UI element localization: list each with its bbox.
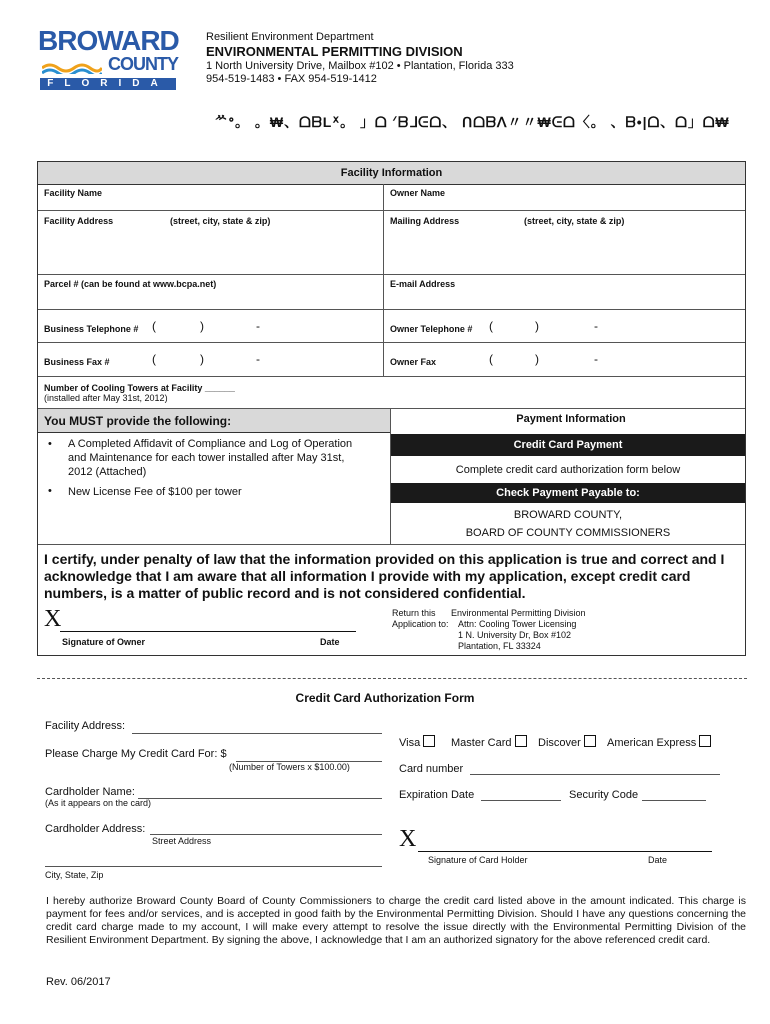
- department-address: 1 North University Drive, Mailbox #102 • Plantation, Florida 333: [206, 60, 514, 72]
- paren-open: (: [152, 319, 156, 333]
- mailing-address-label: Mailing Address: [390, 216, 460, 226]
- auth-facility-address-label: Facility Address:: [45, 720, 126, 732]
- return-address-1: Environmental Permitting Division: [451, 608, 586, 618]
- owner-signature-label: Signature of Owner: [62, 637, 146, 647]
- paren-close: ): [535, 352, 539, 366]
- street-address-hint: Street Address: [152, 836, 212, 846]
- phone-dash: -: [594, 319, 598, 333]
- owner-name-label: Owner Name: [390, 188, 446, 198]
- cut-line: [37, 678, 747, 679]
- paren-open: (: [489, 319, 493, 333]
- return-address-4: Plantation, FL 33324: [458, 641, 541, 651]
- amex-checkbox[interactable]: [699, 735, 711, 747]
- paren-open: (: [152, 352, 156, 366]
- visa-checkbox[interactable]: [423, 735, 435, 747]
- return-address-3: 1 N. University Dr, Box #102: [458, 630, 572, 640]
- city-state-zip-hint: City, State, Zip: [45, 870, 104, 880]
- owner-fax-label: Owner Fax: [390, 357, 437, 367]
- credit-card-instructions: Complete credit card authorization form below: [455, 464, 681, 476]
- return-address-2: Attn: Cooling Tower Licensing: [458, 619, 577, 629]
- owner-signature-line[interactable]: [60, 631, 356, 632]
- owner-phone-label: Owner Telephone #: [390, 324, 473, 334]
- card-type-discover[interactable]: [538, 735, 596, 749]
- logo-florida: FLORIDA: [40, 78, 176, 90]
- parcel-label: Parcel # (can be found at www.bcpa.net): [44, 279, 217, 289]
- broward-county-logo: [38, 26, 178, 88]
- fax-dash: -: [594, 352, 598, 366]
- towers-label: Number of Cooling Towers at Facility ______: [44, 383, 235, 393]
- mastercard-label: Master Card: [451, 737, 512, 749]
- facility-address-hint: (street, city, state & zip): [170, 216, 271, 226]
- logo-county: COUNTY: [108, 54, 178, 74]
- discover-label: Discover: [538, 737, 581, 749]
- facility-name-label: Facility Name: [44, 188, 103, 198]
- expiration-date-field[interactable]: [481, 800, 561, 801]
- card-number-label: Card number: [399, 763, 464, 775]
- amex-label: American Express: [607, 737, 697, 749]
- division-name: ENVIRONMENTAL PERMITTING DIVISION: [206, 44, 463, 59]
- paren-close: ): [200, 352, 204, 366]
- wave-icon: [42, 60, 102, 74]
- cardholder-name-label: Cardholder Name:: [45, 786, 135, 798]
- cardholder-signature-x: X: [399, 826, 417, 852]
- department-name: Resilient Environment Department: [206, 31, 374, 43]
- card-number-field[interactable]: [470, 774, 720, 775]
- check-payment-bar: Check Payment Payable to:: [391, 483, 745, 503]
- return-label-2: Application to:: [392, 619, 449, 629]
- logo-wordmark: BROWARD: [38, 25, 179, 56]
- requirements-heading: You MUST provide the following:: [38, 409, 390, 433]
- fax-dash: -: [256, 352, 260, 366]
- department-header: [206, 31, 514, 86]
- mailing-address-hint: (street, city, state & zip): [524, 216, 625, 226]
- towers-hint: (installed after May 31st, 2012): [44, 393, 168, 403]
- return-label-1: Return this: [392, 608, 436, 618]
- cardholder-signature-line[interactable]: [418, 851, 712, 852]
- phone-dash: -: [256, 319, 260, 333]
- security-code-field[interactable]: [642, 800, 706, 801]
- mastercard-checkbox[interactable]: [515, 735, 527, 747]
- auth-facility-address-field[interactable]: [132, 733, 382, 734]
- card-type-mastercard[interactable]: [451, 735, 527, 749]
- card-type-visa[interactable]: [399, 735, 435, 749]
- revision-label: Rev. 06/2017: [46, 976, 111, 988]
- cardholder-name-hint: (As it appears on the card): [45, 798, 152, 808]
- owner-signature-x: X: [44, 606, 62, 632]
- expiration-date-label: Expiration Date: [399, 789, 475, 801]
- form-title: ᄊᐤ。 。₩、ᗝᗷLᕽ。 」ᗝ ᐟᗷ⅃ᕮᗝ、 ᑎᗝᗷᐱ〃〃₩ᕮᗝ〈。 、ᗷ•|ᗝ、ᗝ」ᗝ₩: [214, 114, 730, 130]
- security-code-label: Security Code: [569, 789, 639, 801]
- facility-info-heading: Facility Information: [38, 162, 745, 185]
- cardholder-date-label: Date: [648, 855, 668, 865]
- payee-line-1: BROWARD COUNTY,: [513, 509, 623, 521]
- business-phone-label: Business Telephone #: [44, 324, 139, 334]
- paren-close: ): [535, 319, 539, 333]
- charge-amount-label: Please Charge My Credit Card For: $: [45, 748, 227, 760]
- cardholder-name-field[interactable]: [138, 798, 382, 799]
- paren-close: ): [200, 319, 204, 333]
- business-fax-label: Business Fax #: [44, 357, 110, 367]
- requirement-license-fee: New License Fee of $100 per tower: [68, 486, 242, 498]
- credit-card-payment-bar: Credit Card Payment: [391, 434, 745, 456]
- payment-info-heading: Payment Information: [516, 413, 626, 425]
- visa-label: Visa: [399, 737, 421, 749]
- discover-checkbox[interactable]: [584, 735, 596, 747]
- cardholder-address-label: Cardholder Address:: [45, 823, 146, 835]
- email-label: E-mail Address: [390, 279, 456, 289]
- auth-form-title: Credit Card Authorization Form: [295, 691, 475, 705]
- payee-line-2: BOARD OF COUNTY COMMISSIONERS: [465, 527, 671, 539]
- charge-amount-hint: (Number of Towers x $100.00): [229, 762, 350, 772]
- requirement-affidavit: A Completed Affidavit of Compliance and Log of Operation and Maintenance for each tower installed after May 31st, 2012 (Attached): [68, 438, 353, 478]
- application-form: Facility Information Facility Name Owner Name Facility Address (street, city, state & zip) Mailing Address (street, city, state & zip) Parcel # (can be found at www.bcpa.net) E-mail Address Business Telephone # ( ) - Owner Telephone # ( ) - Business Fax # ( ) - Owner Fax ( ) - Number of Cooling Towers at Facility ______ (installed after May 31st, 2012) You MUST provide the following: Payment Information • A Completed Affidavit of Compliance and Log of Operation and Maintenance for each tower installed after May 31st, 2012 (Attached) • New License Fee of $100 per tower Credit Card Payment Complete credit card authorization form below Check Payment Payable to: BROWARD COUNTY, BOARD OF COUNTY COMMISSIONERS I certify, under penalty of law that the information provided on this application is true and correct and I acknowledge that I am aware that all information I provide with my application, except credit card numbers, is a matter of public record and is not considered confidential. X Signature of Owner Date Return this Application to: Environmental Permitting Division Attn: Cooling Tower Licensing 1 N. University Dr, Box #102 Plantation, FL 33324: [37, 161, 746, 656]
- owner-date-label: Date: [320, 637, 340, 647]
- cardholder-street-field[interactable]: [150, 834, 382, 835]
- card-type-amex[interactable]: [607, 735, 711, 749]
- cardholder-signature-label: Signature of Card Holder: [428, 855, 528, 865]
- facility-address-label: Facility Address: [44, 216, 114, 226]
- authorization-statement: I hereby authorize Broward County Board of County Commissioners to charge the credit card listed above in the amount indicated. This charge is payment for fees and/or services, and is accepted in good faith by the Environmental Permitting Division. Should I have any questions concerning the credit card charge made to my account, I will make every attempt to resolve the issue directly with the Environmental Permitting Division of the Resilient Environment Department. By signing the above, I acknowledge that I am an authorized signatory for the above referenced credit card.: [46, 895, 746, 946]
- certification-statement: I certify, under penalty of law that the information provided on this application is true and correct and I acknowledge that I am aware that all information I provide with my application, except credit card numbers, is a matter of public record and is not considered confidential.: [44, 551, 725, 601]
- cardholder-city-field[interactable]: [45, 866, 382, 867]
- department-phone: 954-519-1483 • FAX 954-519-1412: [206, 73, 377, 85]
- paren-open: (: [489, 352, 493, 366]
